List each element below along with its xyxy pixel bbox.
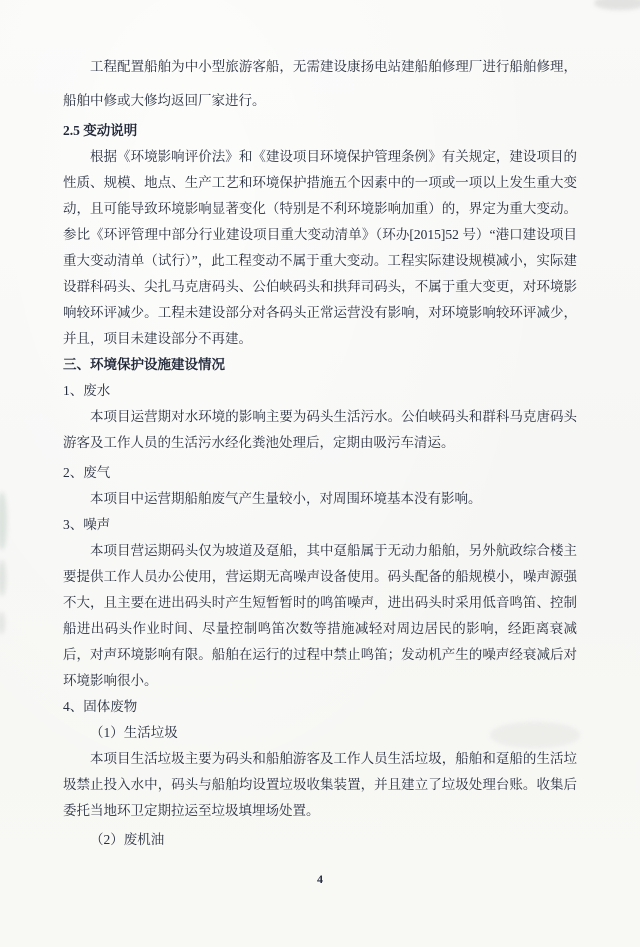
item-solid-waste: 4、固体废物: [63, 699, 138, 714]
para-domestic-garbage: 本项目生活垃圾主要为码头和船舶游客及工作人员生活垃圾，船舶和趸船的生活垃圾禁止投入水中，码头与船舶均设置垃圾收集装置，并且建立了垃圾处理台账。收集后委托当地环卫定期拉运至垃圾填埋场处置。: [63, 751, 577, 818]
item-waste-gas: 2、废气: [63, 465, 111, 480]
item-noise: 3、噪声: [63, 517, 111, 532]
para-waste-gas: 本项目中运营期船舶废气产生量较小，对周围环境基本没有影响。: [90, 491, 482, 506]
scan-smudge-left-3: [0, 612, 5, 634]
para-ship-config: 工程配置船舶为中小型旅游客船，无需建设康扬电站建船舶修理厂进行船舶修理，船舶中修或大修均返回厂家进行。: [63, 59, 577, 108]
para-noise: 本项目营运期码头仅为坡道及趸船，其中趸船属于无动力船舶，另外航政综合楼主要提供工作人员办公使用，营运期无高噪声设备使用。码头配备的船规模小，噪声源强不大，且主要在进出码头时产生短暂暂时的鸣笛噪声，进出码头时采用低音鸣笛、控制船进出码头作业时间、尽量控制鸣笛次数等措施减轻对周边居民的影响，经距离衰减后，对声环境影响有限。船舶在运行的过程中禁止鸣笛；发动机产生的噪声经衰减后对环境影响很小。: [63, 543, 577, 688]
page-number: 4: [317, 872, 323, 886]
item-wastewater: 1、废水: [63, 383, 111, 398]
subitem-domestic-garbage: （1）生活垃圾: [90, 725, 178, 740]
scan-smudge-top-right: [594, 0, 640, 10]
para-change-basis: 根据《环境影响评价法》和《建设项目环境保护管理条例》有关规定，建设项目的性质、规模、地点、生产工艺和环境保护措施五个因素中的一项或一项以上发生重大变动，且可能导致环境影响显著变化（特别是不利环境影响加重）的，界定为重大变动。参比《环评管理中部分行业建设项目重大变动清单》（环办[2015]52 号）“港口建设项目重大变动清单（试行）”，此工程变动不属于重大变动。工程实际建设规模减小，实际建设群科码头、尖扎马克唐码头、公伯峡码头和拱拜司码头，不属于重大变更，对环境影响较环评减少。工程未建设部分对各码头正常运营没有影响，对环境影响较环评减少，并且，项目未建设部分不再建。: [63, 149, 577, 346]
heading-change-description: 2.5 变动说明: [63, 123, 138, 138]
scan-smudge-left-2: [0, 560, 6, 596]
scan-smudge-left-1: [0, 492, 7, 550]
page-content: [63, 50, 577, 853]
subitem-waste-oil: （2）废机油: [90, 832, 165, 847]
para-wastewater: 本项目运营期对水环境的影响主要为码头生活污水。公伯峡码头和群科马克唐码头游客及工作人员的生活污水经化粪池处理后，定期由吸污车清运。: [63, 409, 577, 450]
heading-env-protection-facilities: 三、环境保护设施建设情况: [63, 357, 225, 372]
